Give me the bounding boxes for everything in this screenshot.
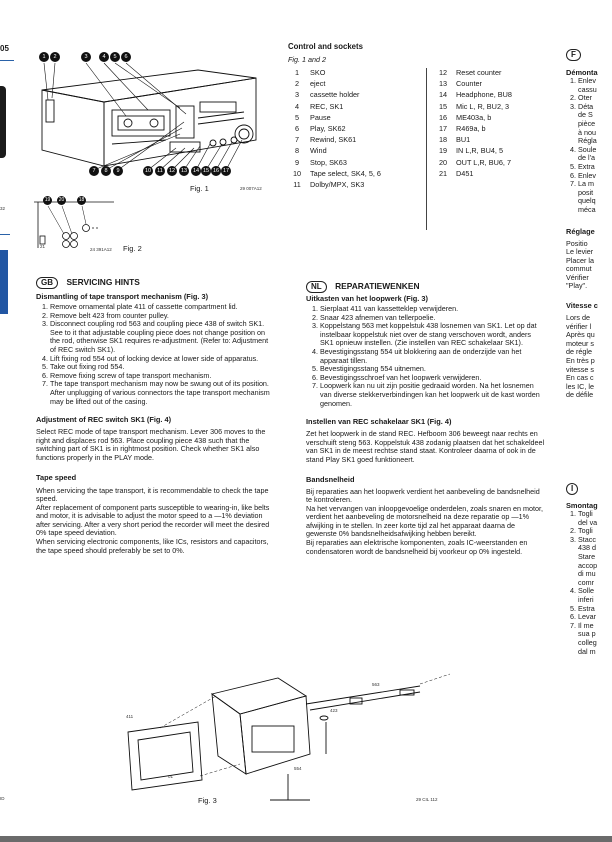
margin-rule [0,60,14,61]
control-label: ME403a, b [456,112,492,122]
callout-5: 5 [110,52,120,62]
gb-steps-list [36,303,276,406]
gb-badge: GB [36,277,58,289]
gb-speed-p1: When servicing the tape transport, it is recommendable to check the tape speed. [36,485,269,504]
control-label: BU1 [456,135,471,145]
controls-row [286,102,432,113]
figure-2 [34,192,124,252]
fr-section-reglage: Réglage [566,226,595,236]
control-label: Mic L, R, BU2, 3 [456,101,510,111]
step-item: 4. Lift fixing rod 554 out of locking device at lower side of apparatus. [50,355,276,364]
page-bottom-edge [0,836,612,842]
callout-10: 10 [144,168,152,174]
callout-4: 4 [99,52,109,62]
control-number: 10 [292,168,302,178]
control-number: 5 [294,112,300,122]
control-label: Dolby/MPX, SK3 [310,179,365,189]
callout-19: 19 [44,197,51,203]
fr-reglage-text: Positio Le levier Placer la commut Vérifier "Play". [566,238,594,291]
controls-row [432,90,578,101]
callout-12: 12 [168,168,176,174]
controls-row [286,135,432,146]
fig3-label-423: 423 [330,708,338,713]
step-item: 4. Solle inferi [578,587,612,604]
callout-15: 15 [202,168,210,174]
fr-steps-list [566,77,612,215]
step-item: 3. Déta de S pièce à nou Régla [578,103,612,146]
control-number: 18 [438,135,448,145]
control-number: 11 [293,179,301,189]
step-item: 1. Sierplaat 411 van kassetteklep verwijderen. [320,305,546,314]
controls-row [286,169,432,180]
controls-row [432,113,578,124]
fig3-label-01: 01 [168,774,174,779]
controls-row [432,102,578,113]
callout-21: 21 [40,244,46,249]
controls-row [432,169,578,180]
it-steps-list [566,510,612,656]
gb-title: SERVICING HINTS [66,277,140,287]
figure-1-code: 29 007A12 [240,186,262,191]
step-item: 4. Soule de l'a [578,146,612,163]
step-item: 5. Bevestigingsstang 554 uitnemen. [320,365,546,374]
gb-column [36,292,276,555]
control-number: 13 [438,79,448,89]
control-label: Counter [456,79,482,89]
nl-column [306,294,546,556]
gb-speed-p3: When servicing electronic components, like ICs, resistors and capacitors, the tape speed should preferably be set to 0%. [36,537,269,555]
step-item: 2. Oter [578,94,612,103]
figure-3 [120,664,460,804]
control-label: Stop, SK63 [310,157,347,167]
step-item: 6. Bevestigingsschroef van het loopwerk verwijderen. [320,374,546,383]
fr-column [566,44,612,464]
figure-2-code: 24 391A12 [90,247,112,252]
control-number: 8 [294,146,300,156]
control-label: eject [310,79,326,89]
controls-row [432,68,578,79]
gb-speed-title: Tape speed [36,472,77,482]
margin-rule-2 [0,234,10,235]
controls-table-left [286,68,432,191]
callout-6: 6 [121,52,131,62]
controls-row [432,135,578,146]
nl-adjust-text: Zet het loopwerk in de stand REC. Hefboom 306 beweegt naar rechts en verschuift steng 563. Koppelstuk 438 zodanig plaatsen dat het schakeldeel van SK1 in de meest rechtse stand staat. Kontroleer daarna of ook in de stand Play SK1 goed funktioneert. [306,429,545,464]
fig3-label-563: 563 [372,682,380,687]
controls-divider [426,68,427,230]
margin-blue-tab [0,250,8,314]
nl-adjust-title: Instellen van REC schakelaar SK1 (Fig. 4) [306,417,452,427]
it-column [566,478,612,668]
control-number: 20 [438,157,448,167]
control-number: 19 [438,146,448,156]
nl-title: REPARATIEWENKEN [335,281,420,291]
callout-3: 3 [81,52,91,62]
figure-2-caption: Fig. 2 [123,244,142,253]
fr-badge: F [566,49,581,61]
gb-adjust-title: Adjustment of REC switch SK1 (Fig. 4) [36,415,172,425]
controls-row [286,124,432,135]
nl-badge: NL [306,281,327,293]
figure-3-caption: Fig. 3 [198,796,217,805]
step-item: 7. Il me sua p colleg dal m [578,622,612,656]
callout-14: 14 [192,168,200,174]
step-item: 6. Enlev [578,172,612,181]
callout-9: 9 [113,166,123,176]
step-item: 6. Levar [578,613,612,622]
callout-20: 20 [58,197,65,203]
step-item: 5. Estra [578,605,612,614]
step-item: 7. The tape transport mechanism may now be swung out of its position. After unplugging of various connectors the tape transport mechanism may be lifted out of the casing. [50,380,276,406]
step-item: 6. Remove fixing screw of tape transport mechanism. [50,372,276,381]
fr-vitesse-text: Lors de vérifier l Après qu moteur s de régle En très p vitesse s En cas c les IC, le de défile [566,313,595,400]
it-badge: I [566,483,578,495]
step-item: 5. Take out fixing rod 554. [50,363,276,372]
control-number: 16 [438,112,448,122]
control-label: REC, SK1 [310,101,344,111]
control-label: Headphone, BU8 [456,90,512,100]
control-label: Play, SK62 [310,123,346,133]
control-label: Rewind, SK61 [310,135,357,145]
controls-row [432,124,578,135]
callout-2: 2 [50,52,60,62]
margin-bottom-tag: ID [0,796,5,801]
control-label: IN L,R, BU4, 5 [456,146,504,156]
controls-row [286,68,432,79]
control-label: Wind [310,146,327,156]
step-item: 7. Loopwerk kan nu uit zijn positie gedraaid worden. Na het losnemen van diverse stekkerverbindingen kan het loopwerk uit de kast worden genomen. [320,382,546,408]
step-item: 1. Togli del va [578,510,612,527]
control-label: Tape select, SK4, 5, 6 [310,168,381,178]
margin-tag: 32 [0,206,6,211]
callout-16: 16 [212,168,220,174]
nl-speed-title: Bandsnelheid [306,474,355,484]
step-item: 7. La m posit quelq méca [578,180,612,214]
fig3-label-554: 554 [294,766,302,771]
margin-page-number: 05 [0,44,9,53]
margin-binding-mark [0,86,6,158]
control-number: 15 [438,101,448,111]
nl-speed-p2: Na het vervangen van inloopgevoelige onderdelen, zoals snaren en motor, verdient het aanbeveling de motorsnelheid na deze reparatie op —1% afwijking in te stellen. In zeer korte tijd zal het apparaat daarna de gewenste 0% bandsnelheidsafwijking hebben bereikt. [306,503,543,539]
controls-table-right [432,68,578,180]
step-item: 1. Enlev cassu [578,77,612,94]
step-item: 2. Togli [578,527,612,536]
control-label: cassette holder [310,90,360,100]
controls-row [286,180,432,191]
controls-row [286,146,432,157]
figure-3-code: 29 CIL 112 [416,797,438,802]
controls-row [432,146,578,157]
control-number: 3 [294,90,300,100]
control-label: R469a, b [456,123,486,133]
control-number: 4 [294,101,300,111]
nl-speed-p3: Bij reparaties aan elektrische komponenten, zoals IC-weerstanden en condensatoren wordt de bandsnelheid bij voorkeur op 0% ingesteld. [306,538,528,556]
gb-adjust-text: Select REC mode of tape transport mechanism. Lever 306 moves to the right and displaces rod 563. Place coupling piece 438 such that the switching part of SK1 is in rightmost position. Check whether SK1 also functions properly in the PLAY mode. [36,427,266,462]
callout-13: 13 [180,168,188,174]
control-label: Pause [310,112,331,122]
nl-header [306,276,420,294]
nl-speed-p1: Bij reparaties aan het loopwerk verdient het aanbeveling de bandsnelheid te kontroleren. [306,486,540,505]
fr-title: Démonta [566,68,598,77]
nl-steps-list [306,305,546,408]
control-number: 21 [438,168,448,178]
callout-1: 1 [39,52,49,62]
control-label: D451 [456,168,474,178]
controls-row [286,158,432,169]
callout-17: 17 [222,168,230,174]
control-number: 12 [438,68,448,77]
step-item: 4. Bevestigingsstang 554 uit blokkering aan de onderzijde van het apparaat tillen. [320,348,546,365]
gb-dismantling-title: Dismantling of tape transport mechanism (Fig. 3) [36,292,209,301]
control-number: 9 [294,157,300,167]
callout-11: 11 [155,166,165,176]
step-item: 3. Disconnect coupling rod 563 and coupling piece 438 of switch SK1. See to it that adjustable coupling piece does not change position on the rod, otherwise SK1 requires re-adjustment. (Refer to: Adjustment of REC switch SK1). [50,320,276,354]
control-label: SKO [310,68,326,77]
figure-1-caption: Fig. 1 [190,184,209,193]
controls-row [286,113,432,124]
control-number: 1 [294,68,300,77]
gb-speed-p2: After replacement of component parts susceptible to wearing-in, like belts and motor, it is advisable to adjust the motor speed to a —1% deviation after servicing. After a very short period the recorder will meet the desired 0% tape speed deviation. [36,502,270,538]
controls-title: Control and sockets [288,42,363,51]
control-label: Reset counter [456,68,502,77]
gb-header [36,272,140,290]
fr-section-vitesse: Vitesse c [566,301,598,311]
callout-18: 18 [78,197,85,203]
step-item: 3. Koppelstang 563 met koppelstuk 438 losnemen van SK1. Let op dat instelbaar koppelstuk niet over de stang verschoven wordt, anders SK1 opnieuw instellen. (Zie instellen van REC schakelaar SK1). [320,322,546,348]
step-item: 3. Stacc 438 d Stare accop di mu comr [578,536,612,588]
control-label: OUT L,R, BU6, 7 [456,157,512,167]
control-number: 14 [438,90,448,100]
step-item: 1. Remove ornamental plate 411 of cassette compartment lid. [50,303,276,312]
callout-7: 7 [89,166,99,176]
callout-8: 8 [101,166,111,176]
control-number: 17 [438,123,448,133]
step-item: 5. Extra [578,163,612,172]
it-title: Smontag [566,501,598,510]
controls-row [286,90,432,101]
controls-row [432,79,578,90]
figure-1 [30,40,270,190]
tape-mechanism-drawing [120,664,460,804]
control-number: 7 [294,135,300,145]
control-number: 6 [294,123,300,133]
nl-dismantling-title: Uitkasten van het loopwerk (Fig. 3) [306,294,428,303]
step-item: 2. Remove belt 423 from counter pulley. [50,312,276,321]
controls-row [432,158,578,169]
step-item: 2. Snaar 423 afnemen van tellerpoelie. [320,314,546,323]
controls-row [286,79,432,90]
control-number: 2 [294,79,300,89]
controls-subtitle: Fig. 1 and 2 [288,55,326,64]
fig3-label-411: 411 [126,714,134,719]
